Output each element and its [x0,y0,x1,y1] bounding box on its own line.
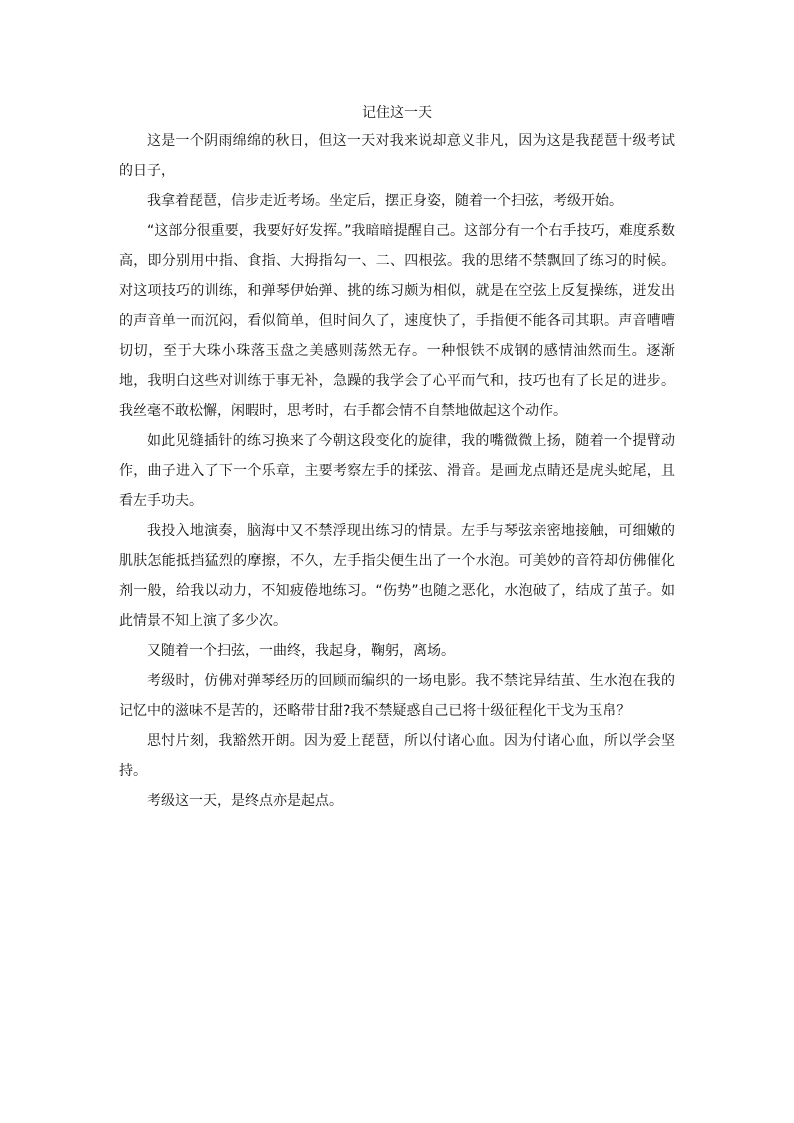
essay-body [119,100,675,816]
paragraph-8: 思忖片刻，我豁然开朗。因为爱上琵琶，所以付诸心血。因为付诸心血，所以学会坚持。 [119,733,675,779]
paragraph-1: 这是一个阴雨绵绵的秋日，但这一天对我来说却意义非凡，因为这是我琵琶十级考试的日子， [119,133,675,179]
paragraph-6: 又随着一个扫弦，一曲终，我起身，鞠躬，离场。 [147,643,455,659]
paragraph-3: “这部分很重要，我要好好发挥。”我暗暗提醒自己。这部分有一个右手技巧，难度系数高，即分别用中指、食指、大拇指勾一、二、四根弦。我的思绪不禁飘回了练习的时候。对这项技巧的训练，和弹琴伊始弹、挑的练习颇为相似，就是在空弦上反复操练，迸发出的声音单一而沉闷，看似简单，但时间久了，速度快了，手指便不能各司其职。声音嘈嘈切切，至于大珠小珠落玉盘之美感则荡然无存。一种恨铁不成钢的感情油然而生。逐渐地，我明白这些对训练于事无补，急躁的我学会了心平而气和，技巧也有了长足的进步。我丝毫不敢松懈，闲暇时，思考时，右手都会情不自禁地做起这个动作。 [119,223,675,419]
paragraph-5: 我投入地演奏，脑海中又不禁浮现出练习的情景。左手与琴弦亲密地接触，可细嫩的肌肤怎能抵挡猛烈的摩擦，不久，左手指尖便生出了一个水泡。可美妙的音符却仿佛催化剂一般，给我以动力，不知疲倦地练习。“伤势”也随之恶化，水泡破了，结成了茧子。如此情景不知上演了多少次。 [119,523,675,629]
essay-title: 记住这一天 [362,105,432,121]
paragraph-2: 我拿着琵琶，信步走近考场。坐定后，摆正身姿，随着一个扫弦，考级开始。 [147,193,623,209]
paragraph-9: 考级这一天，是终点亦是起点。 [147,793,343,809]
paragraph-4: 如此见缝插针的练习换来了今朝这段变化的旋律，我的嘴微微上扬，随着一个提臂动作，曲子进入了下一个乐章，主要考察左手的揉弦、滑音。是画龙点睛还是虎头蛇尾，且看左手功夫。 [119,433,675,509]
paragraph-7: 考级时，仿佛对弹琴经历的回顾而编织的一场电影。我不禁诧异结茧、生水泡在我的记忆中的滋味不是苦的，还略带甘甜?我不禁疑惑自己已将十级征程化干戈为玉帛？ [119,673,675,719]
